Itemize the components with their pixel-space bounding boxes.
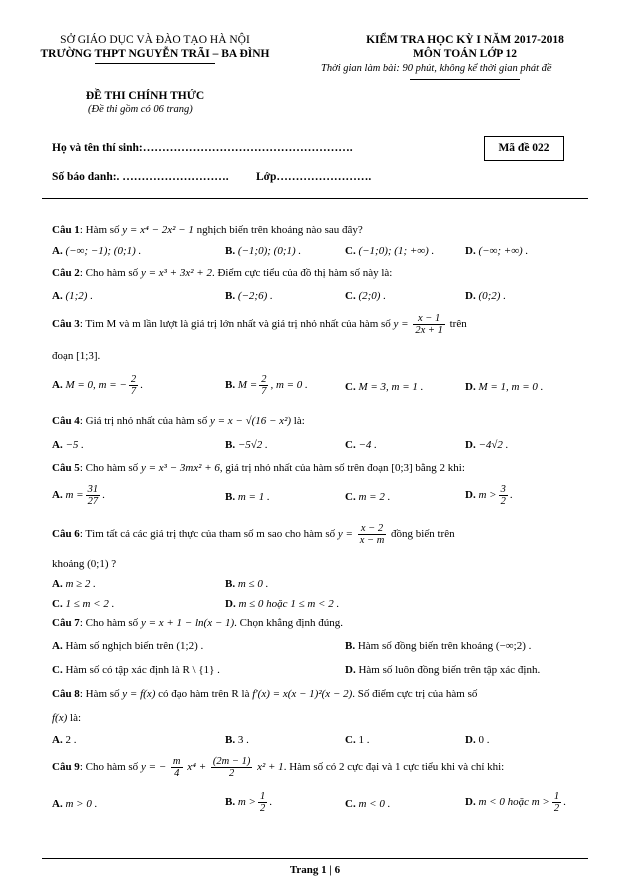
question-4: Câu 4: Giá trị nhỏ nhất của hàm số y = x − √(16 − x²) là:	[52, 415, 305, 427]
question-3: Câu 3: Tìm M và m lần lượt là giá trị lớn nhất và giá trị nhỏ nhất của hàm số y = $\frac{x - 1}{2x + 1}$ trên	[52, 313, 467, 337]
subject-underline	[410, 79, 520, 80]
question-3-line2: đoạn [1;3].	[52, 350, 101, 362]
question-8-line2: f(x) là:	[52, 712, 82, 724]
q4-option-d: D. −4√2 .	[465, 439, 509, 451]
subject: MÔN TOÁN LỚP 12	[412, 48, 518, 60]
q8-option-b: B. 3 .	[225, 734, 249, 746]
q7-option-c: C. Hàm số có tập xác định là R \ {1} .	[52, 664, 220, 676]
q3-option-c: C. M = 3, m = 1 .	[345, 381, 424, 393]
q4-option-c: C. −4 .	[345, 439, 377, 451]
q9-option-a: A. m > 0 .	[52, 798, 98, 810]
q6-option-c: C. 1 ≤ m < 2 .	[52, 598, 115, 610]
class-field: Lớp…………………….	[256, 171, 372, 183]
question-7: Câu 7: Cho hàm số y = x + 1 − ln(x − 1). Chọn khẳng định đúng.	[52, 617, 343, 629]
q2-option-d: D. (0;2) .	[465, 290, 506, 302]
q2-option-a: A. (1;2) .	[52, 290, 93, 302]
q8-option-d: D. 0 .	[465, 734, 490, 746]
q5-option-d: D. m > $\frac{3}{2}$ .	[465, 484, 513, 508]
q1-option-c: C. (−1;0); (1; +∞) .	[345, 245, 435, 257]
q1-option-d: D. (−∞; +∞) .	[465, 245, 529, 257]
q7-option-b: B. Hàm số đồng biến trên khoảng (−∞;2) .	[345, 640, 532, 652]
q6-option-b: B. m ≤ 0 .	[225, 578, 269, 590]
question-2: Câu 2: Cho hàm số y = x³ + 3x² + 2. Điểm cực tiểu của đồ thị hàm số này là:	[52, 267, 393, 279]
exam-time: Thời gian làm bài: 90 phút, không kể thời gian phát đề	[321, 63, 552, 74]
question-1: Câu 1: Hàm số y = x⁴ − 2x² − 1 nghịch biến trên khoảng nào sau đây?	[52, 224, 363, 236]
school-name: TRƯỜNG THPT NGUYỄN TRÃI – BA ĐÌNH	[40, 48, 270, 60]
question-8: Câu 8: Hàm số y = f(x) có đạo hàm trên R là f′(x) = x(x − 1)²(x − 2). Số điểm cực trị của hàm số	[52, 688, 478, 700]
q1-option-a: A. (−∞; −1); (0;1) .	[52, 245, 142, 257]
q9-option-d: D. m < 0 hoặc m > $\frac{1}{2}$ .	[465, 791, 566, 815]
question-9: Câu 9: Cho hàm số y = − $\frac{m}{4}$ x⁴ + $\frac{(2m - 1)}{2}$ x² + 1. Hàm số có 2 cực đại và 1 cực tiểu khi và chỉ khi:	[52, 756, 505, 780]
pages-note: (Đề thi gồm có 06 trang)	[88, 104, 193, 115]
q3-option-b: B. M = $\frac{2}{7}$ , m = 0 .	[225, 374, 308, 398]
official-label: ĐỀ THI CHÍNH THỨC	[85, 90, 205, 102]
q2-option-c: C. (2;0) .	[345, 290, 386, 302]
student-id-field: Số báo danh:. ……………………….	[52, 171, 229, 183]
q1-option-b: B. (−1;0); (0;1) .	[225, 245, 302, 257]
question-5: Câu 5: Cho hàm số y = x³ − 3mx² + 6, giá trị nhỏ nhất của hàm số trên đoạn [0;3] bằng 2 khi:	[52, 462, 465, 474]
header-divider	[42, 198, 588, 199]
q6-option-a: A. m ≥ 2 .	[52, 578, 96, 590]
q3-option-d: D. M = 1, m = 0 .	[465, 381, 544, 393]
question-6-line2: khoảng (0;1) ?	[52, 558, 117, 570]
student-name-field: Họ và tên thí sinh:……………………………………………….	[52, 142, 353, 154]
q7-option-a: A. Hàm số nghịch biến trên (1;2) .	[52, 640, 204, 652]
dept-name: SỞ GIÁO DỤC VÀ ĐÀO TẠO HÀ NỘI	[60, 34, 250, 46]
q5-option-b: B. m = 1 .	[225, 491, 270, 503]
q2-option-b: B. (−2;6) .	[225, 290, 273, 302]
q3-option-a: A. M = 0, m = − $\frac{2}{7}$ .	[52, 374, 143, 398]
q5-option-c: C. m = 2 .	[345, 491, 391, 503]
q9-option-b: B. m > $\frac{1}{2}$ .	[225, 791, 272, 815]
q8-option-c: C. 1 .	[345, 734, 370, 746]
footer-divider	[42, 858, 588, 859]
page-number: Trang 1 | 6	[289, 864, 341, 876]
q7-option-d: D. Hàm số luôn đồng biến trên tập xác định.	[345, 664, 541, 676]
question-6: Câu 6: Tìm tất cả các giá trị thực của tham số m sao cho hàm số y = $\frac{x - 2}{x - m}$ đồng biến trên	[52, 523, 455, 547]
q4-option-b: B. −5√2 .	[225, 439, 268, 451]
q6-option-d: D. m ≤ 0 hoặc 1 ≤ m < 2 .	[225, 598, 340, 610]
exam-code: Mã đề 022	[498, 142, 550, 154]
q4-option-a: A. −5 .	[52, 439, 84, 451]
school-underline	[95, 63, 215, 64]
exam-title: KIỂM TRA HỌC KỲ I NĂM 2017-2018	[366, 34, 564, 46]
q8-option-a: A. 2 .	[52, 734, 77, 746]
q5-option-a: A. m = $\frac{31}{27}$ .	[52, 484, 105, 508]
q9-option-c: C. m < 0 .	[345, 798, 391, 810]
